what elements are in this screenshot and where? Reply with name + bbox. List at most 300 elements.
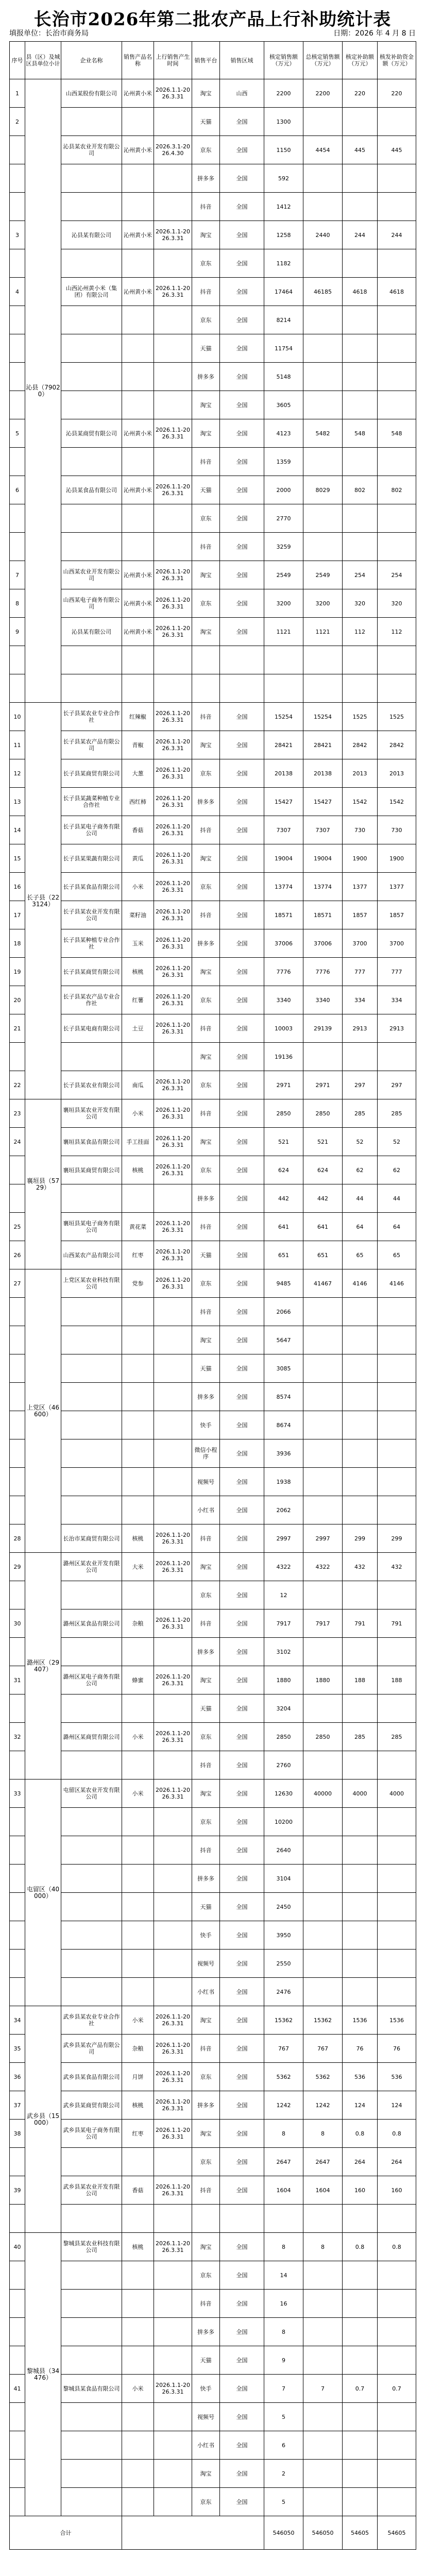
report-date: 日期：2026 年 4 月 8 日 bbox=[333, 29, 416, 38]
cell-period: 2026.1.1-2026.3.31 bbox=[154, 1099, 192, 1128]
cell-region: 全国 bbox=[220, 2120, 264, 2148]
cell-period bbox=[154, 363, 192, 391]
cell-period bbox=[154, 164, 192, 193]
cell-total bbox=[303, 1043, 343, 1071]
cell-region: 全国 bbox=[220, 1921, 264, 1950]
cell-subsidy bbox=[343, 1808, 378, 1836]
cell-amount: 8674 bbox=[264, 1411, 303, 1439]
cell-period bbox=[154, 533, 192, 561]
cell-no: 9 bbox=[10, 618, 25, 646]
cell-total bbox=[303, 1978, 343, 2006]
cell-paid: 4146 bbox=[378, 1269, 416, 1298]
cell-paid: 445 bbox=[378, 136, 416, 164]
cell-region: 全国 bbox=[220, 2233, 264, 2261]
cell-subsidy: 334 bbox=[343, 986, 378, 1014]
cell-paid: 2913 bbox=[378, 1014, 416, 1043]
cell-platform: 快手 bbox=[192, 1411, 220, 1439]
cell-period bbox=[154, 1383, 192, 1411]
cell-paid: 4618 bbox=[378, 278, 416, 306]
cell-total: 37006 bbox=[303, 929, 343, 958]
cell-paid: 320 bbox=[378, 589, 416, 618]
cell-amount: 15427 bbox=[264, 788, 303, 816]
cell-company bbox=[61, 1298, 122, 1326]
cell-product bbox=[122, 1836, 154, 1865]
cell-no bbox=[10, 2205, 25, 2233]
table-row bbox=[10, 1326, 416, 1354]
cell-amount: 20138 bbox=[264, 759, 303, 788]
cell-company bbox=[61, 2431, 122, 2460]
cell-total bbox=[303, 2460, 343, 2488]
table-row bbox=[10, 2346, 416, 2375]
cell-product bbox=[122, 2205, 154, 2233]
cell-region: 全国 bbox=[220, 1326, 264, 1354]
cell-amount: 2647 bbox=[264, 2148, 303, 2176]
cell-company: 长治市某商贸有限公司 bbox=[61, 1524, 122, 1553]
cell-platform: 京东 bbox=[192, 986, 220, 1014]
cell-platform: 淘宝 bbox=[192, 391, 220, 419]
cell-paid: 112 bbox=[378, 618, 416, 646]
cell-no: 32 bbox=[10, 1723, 25, 1751]
cell-no: 23 bbox=[10, 1099, 25, 1128]
cell-region: 全国 bbox=[220, 561, 264, 589]
cell-product bbox=[122, 1921, 154, 1950]
table-container bbox=[9, 41, 416, 2550]
cell-product bbox=[122, 1808, 154, 1836]
cell-subsidy bbox=[343, 363, 378, 391]
cell-company: 山西某农产品有限公司 bbox=[61, 1241, 122, 1269]
cell-subsidy bbox=[343, 2261, 378, 2290]
table-row bbox=[10, 2091, 416, 2120]
table-row bbox=[10, 1950, 416, 1978]
cell-subsidy bbox=[343, 249, 378, 278]
column-header: 县（区）及城区县单位小计 bbox=[25, 42, 61, 79]
cell-paid bbox=[378, 1921, 416, 1950]
cell-no bbox=[10, 1439, 25, 1468]
cell-total: 767 bbox=[303, 2035, 343, 2063]
cell-amount: 2066 bbox=[264, 1298, 303, 1326]
cell-no bbox=[10, 448, 25, 476]
column-header: 销售产品名称 bbox=[122, 42, 154, 79]
cell-product bbox=[122, 1581, 154, 1609]
cell-paid: 3700 bbox=[378, 929, 416, 958]
cell-product: 红枣 bbox=[122, 2120, 154, 2148]
cell-no: 6 bbox=[10, 476, 25, 504]
county-cell: 襄垣县（5729） bbox=[25, 1099, 61, 1269]
cell-paid: 64 bbox=[378, 1213, 416, 1241]
table-row bbox=[10, 1978, 416, 2006]
cell-subsidy bbox=[343, 1383, 378, 1411]
cell-company: 潞州区某农业开发有限公司 bbox=[61, 1553, 122, 1581]
cell-period bbox=[154, 1468, 192, 1496]
cell-amount: 18571 bbox=[264, 901, 303, 929]
cell-amount: 2550 bbox=[264, 1950, 303, 1978]
table-row bbox=[10, 306, 416, 334]
cell-company bbox=[61, 334, 122, 363]
cell-region: 全国 bbox=[220, 1184, 264, 1213]
cell-company bbox=[61, 1496, 122, 1524]
cell-subsidy bbox=[343, 646, 378, 674]
cell-amount: 2640 bbox=[264, 1836, 303, 1865]
cell-region: 全国 bbox=[220, 448, 264, 476]
cell-no: 16 bbox=[10, 873, 25, 901]
cell-platform: 天猫 bbox=[192, 2346, 220, 2375]
cell-subsidy bbox=[343, 1326, 378, 1354]
cell-paid bbox=[378, 2488, 416, 2516]
cell-paid bbox=[378, 164, 416, 193]
cell-region: 全国 bbox=[220, 1468, 264, 1496]
table-row bbox=[10, 1553, 416, 1581]
cell-region: 全国 bbox=[220, 363, 264, 391]
table-row bbox=[10, 731, 416, 759]
cell-company: 山西某电子商务有限公司 bbox=[61, 589, 122, 618]
cell-amount: 3340 bbox=[264, 986, 303, 1014]
cell-paid: 1900 bbox=[378, 844, 416, 873]
cell-region: 全国 bbox=[220, 249, 264, 278]
table-row bbox=[10, 844, 416, 873]
cell-amount: 4123 bbox=[264, 419, 303, 448]
cell-region: 全国 bbox=[220, 1439, 264, 1468]
cell-paid: 76 bbox=[378, 2035, 416, 2063]
table-row bbox=[10, 759, 416, 788]
cell-company: 山西某股份有限公司 bbox=[61, 79, 122, 108]
cell-period: 2026.1.1-2026.3.31 bbox=[154, 2006, 192, 2035]
cell-paid bbox=[378, 1978, 416, 2006]
cell-no bbox=[10, 1383, 25, 1411]
cell-subsidy bbox=[343, 2488, 378, 2516]
total-subsidy-cell: 54605 bbox=[343, 2516, 378, 2550]
cell-region: 全国 bbox=[220, 788, 264, 816]
cell-company bbox=[61, 2205, 122, 2233]
cell-paid: 802 bbox=[378, 476, 416, 504]
cell-platform: 抖音 bbox=[192, 1298, 220, 1326]
cell-company: 襄垣县某电子商务有限公司 bbox=[61, 1213, 122, 1241]
cell-product bbox=[122, 2290, 154, 2318]
cell-subsidy bbox=[343, 1439, 378, 1468]
cell-paid: 791 bbox=[378, 1609, 416, 1638]
cell-company: 上党区某农业科技有限公司 bbox=[61, 1269, 122, 1298]
cell-platform bbox=[192, 674, 220, 703]
cell-amount: 14 bbox=[264, 2261, 303, 2290]
cell-platform: 京东 bbox=[192, 2488, 220, 2516]
cell-subsidy bbox=[343, 193, 378, 221]
cell-product: 西红柿 bbox=[122, 788, 154, 816]
table-row bbox=[10, 816, 416, 844]
cell-no bbox=[10, 334, 25, 363]
cell-total: 28421 bbox=[303, 731, 343, 759]
cell-paid bbox=[378, 1893, 416, 1921]
cell-company: 武乡县某商贸有限公司 bbox=[61, 2091, 122, 2120]
header-row bbox=[10, 42, 416, 79]
cell-subsidy bbox=[343, 1354, 378, 1383]
cell-paid: 299 bbox=[378, 1524, 416, 1553]
cell-paid: 0.7 bbox=[378, 2375, 416, 2403]
cell-period: 2026.1.1-2026.3.31 bbox=[154, 2035, 192, 2063]
cell-product: 土豆 bbox=[122, 1014, 154, 1043]
cell-no: 25 bbox=[10, 1213, 25, 1241]
cell-platform: 快手 bbox=[192, 2375, 220, 2403]
table-row bbox=[10, 1354, 416, 1383]
cell-subsidy: 62 bbox=[343, 1156, 378, 1184]
cell-period: 2026.1.1-2026.3.31 bbox=[154, 1156, 192, 1184]
cell-product: 小米 bbox=[122, 2375, 154, 2403]
cell-total bbox=[303, 1411, 343, 1439]
cell-paid bbox=[378, 1439, 416, 1468]
cell-no bbox=[10, 2403, 25, 2431]
cell-subsidy: 264 bbox=[343, 2148, 378, 2176]
cell-amount: 2200 bbox=[264, 79, 303, 108]
column-header: 销售平台 bbox=[192, 42, 220, 79]
table-row bbox=[10, 901, 416, 929]
cell-amount: 2997 bbox=[264, 1524, 303, 1553]
cell-paid: 1542 bbox=[378, 788, 416, 816]
cell-company bbox=[61, 448, 122, 476]
cell-paid: 1525 bbox=[378, 703, 416, 731]
cell-period: 2026.1.1-2026.3.31 bbox=[154, 1213, 192, 1241]
table-row bbox=[10, 391, 416, 419]
cell-company bbox=[61, 2261, 122, 2290]
cell-platform: 抖音 bbox=[192, 816, 220, 844]
cell-period: 2026.1.1-2026.3.31 bbox=[154, 873, 192, 901]
cell-total: 1604 bbox=[303, 2176, 343, 2205]
cell-total: 40000 bbox=[303, 1780, 343, 1808]
cell-company bbox=[61, 2403, 122, 2431]
cell-company: 武乡县某农产品有限公司 bbox=[61, 2035, 122, 2063]
cell-product: 沁州黄小米 bbox=[122, 136, 154, 164]
table-row bbox=[10, 1383, 416, 1411]
cell-platform: 抖音 bbox=[192, 703, 220, 731]
cell-paid: 65 bbox=[378, 1241, 416, 1269]
cell-amount: 8 bbox=[264, 2318, 303, 2346]
cell-subsidy: 548 bbox=[343, 419, 378, 448]
cell-platform: 淘宝 bbox=[192, 419, 220, 448]
cell-paid bbox=[378, 1950, 416, 1978]
cell-platform: 淘宝 bbox=[192, 561, 220, 589]
cell-no: 4 bbox=[10, 278, 25, 306]
table-row bbox=[10, 363, 416, 391]
cell-subsidy bbox=[343, 2290, 378, 2318]
cell-period bbox=[154, 334, 192, 363]
cell-total bbox=[303, 1950, 343, 1978]
cell-subsidy: 297 bbox=[343, 1071, 378, 1099]
cell-no bbox=[10, 1865, 25, 1893]
cell-region: 全国 bbox=[220, 1269, 264, 1298]
table-row bbox=[10, 1099, 416, 1128]
cell-company bbox=[61, 1354, 122, 1383]
cell-no: 20 bbox=[10, 986, 25, 1014]
cell-period: 2026.1.1-2026.3.31 bbox=[154, 1553, 192, 1581]
cell-product: 香菇 bbox=[122, 816, 154, 844]
cell-amount bbox=[264, 674, 303, 703]
cell-period bbox=[154, 1496, 192, 1524]
cell-product: 小米 bbox=[122, 873, 154, 901]
cell-amount: 641 bbox=[264, 1213, 303, 1241]
table-row bbox=[10, 1496, 416, 1524]
cell-platform: 淘宝 bbox=[192, 2233, 220, 2261]
cell-region: 全国 bbox=[220, 221, 264, 249]
cell-product: 杂粮 bbox=[122, 2035, 154, 2063]
cell-total bbox=[303, 1865, 343, 1893]
cell-platform: 京东 bbox=[192, 2148, 220, 2176]
table-row bbox=[10, 1411, 416, 1439]
cell-product bbox=[122, 2346, 154, 2375]
cell-subsidy bbox=[343, 2431, 378, 2460]
cell-period bbox=[154, 306, 192, 334]
column-header: 核定销售额（万元） bbox=[264, 42, 303, 79]
cell-total: 2850 bbox=[303, 1723, 343, 1751]
cell-platform: 微信小程序 bbox=[192, 1439, 220, 1468]
subsidy-table bbox=[9, 41, 416, 2550]
cell-region: 全国 bbox=[220, 504, 264, 533]
table-row bbox=[10, 476, 416, 504]
table-row bbox=[10, 561, 416, 589]
table-row bbox=[10, 2290, 416, 2318]
cell-paid: 244 bbox=[378, 221, 416, 249]
cell-region: 全国 bbox=[220, 1893, 264, 1921]
table-row bbox=[10, 2006, 416, 2035]
cell-region: 全国 bbox=[220, 759, 264, 788]
cell-company bbox=[61, 1383, 122, 1411]
cell-subsidy: 76 bbox=[343, 2035, 378, 2063]
cell-amount: 9 bbox=[264, 2346, 303, 2375]
cell-product: 红枣 bbox=[122, 1241, 154, 1269]
cell-paid: 124 bbox=[378, 2091, 416, 2120]
cell-subsidy: 1542 bbox=[343, 788, 378, 816]
cell-platform: 淘宝 bbox=[192, 221, 220, 249]
table-row bbox=[10, 2176, 416, 2205]
cell-platform: 拼多多 bbox=[192, 1383, 220, 1411]
cell-no: 28 bbox=[10, 1524, 25, 1553]
cell-paid: 536 bbox=[378, 2063, 416, 2091]
cell-paid: 285 bbox=[378, 1099, 416, 1128]
cell-paid: 160 bbox=[378, 2176, 416, 2205]
cell-product bbox=[122, 504, 154, 533]
cell-platform: 淘宝 bbox=[192, 1780, 220, 1808]
cell-paid: 2842 bbox=[378, 731, 416, 759]
cell-region: 全国 bbox=[220, 2006, 264, 2035]
cell-company: 长子县某种植专业合作社 bbox=[61, 929, 122, 958]
cell-company: 屯留区某农业开发有限公司 bbox=[61, 1780, 122, 1808]
table-row bbox=[10, 1723, 416, 1751]
cell-subsidy bbox=[343, 2403, 378, 2431]
cell-company bbox=[61, 1978, 122, 2006]
cell-amount: 15254 bbox=[264, 703, 303, 731]
table-row bbox=[10, 1609, 416, 1638]
cell-subsidy bbox=[343, 1411, 378, 1439]
cell-amount: 2971 bbox=[264, 1071, 303, 1099]
table-row bbox=[10, 108, 416, 136]
table-row bbox=[10, 278, 416, 306]
cell-period: 2026.1.1-2026.3.31 bbox=[154, 2091, 192, 2120]
cell-no: 11 bbox=[10, 731, 25, 759]
cell-amount: 12630 bbox=[264, 1780, 303, 1808]
cell-region: 全国 bbox=[220, 136, 264, 164]
cell-region: 全国 bbox=[220, 1099, 264, 1128]
cell-paid bbox=[378, 334, 416, 363]
cell-company: 长子县某农产品专业合作社 bbox=[61, 986, 122, 1014]
cell-no: 17 bbox=[10, 901, 25, 929]
cell-period: 2026.1.1-2026.3.31 bbox=[154, 1128, 192, 1156]
cell-product bbox=[122, 1354, 154, 1383]
cell-amount: 9485 bbox=[264, 1269, 303, 1298]
cell-product: 沁州黄小米 bbox=[122, 79, 154, 108]
county-cell: 长子县（223124） bbox=[25, 703, 61, 1099]
column-header: 总核定销售额（万元） bbox=[303, 42, 343, 79]
cell-subsidy: 220 bbox=[343, 79, 378, 108]
cell-region: 全国 bbox=[220, 2148, 264, 2176]
cell-total bbox=[303, 2346, 343, 2375]
cell-total bbox=[303, 1298, 343, 1326]
cell-product bbox=[122, 1411, 154, 1439]
cell-platform: 视频号 bbox=[192, 2403, 220, 2431]
cell-period: 2026.1.1-2026.3.31 bbox=[154, 1014, 192, 1043]
cell-total: 7917 bbox=[303, 1609, 343, 1638]
cell-product: 党参 bbox=[122, 1269, 154, 1298]
cell-company bbox=[61, 2290, 122, 2318]
cell-platform: 拼多多 bbox=[192, 1184, 220, 1213]
cell-amount bbox=[264, 646, 303, 674]
cell-paid bbox=[378, 2205, 416, 2233]
total-empty-cell bbox=[122, 2516, 264, 2550]
county-cell: 屯留区（40000） bbox=[25, 1780, 61, 2006]
cell-period bbox=[154, 1411, 192, 1439]
cell-amount: 442 bbox=[264, 1184, 303, 1213]
cell-amount bbox=[264, 2205, 303, 2233]
cell-subsidy: 254 bbox=[343, 561, 378, 589]
cell-region: 全国 bbox=[220, 1128, 264, 1156]
cell-no bbox=[10, 646, 25, 674]
cell-paid bbox=[378, 108, 416, 136]
cell-product: 核桃 bbox=[122, 2233, 154, 2261]
cell-amount: 19004 bbox=[264, 844, 303, 873]
cell-product: 玉米 bbox=[122, 929, 154, 958]
cell-total bbox=[303, 1751, 343, 1780]
cell-company bbox=[61, 164, 122, 193]
cell-platform: 抖音 bbox=[192, 2290, 220, 2318]
cell-region: 全国 bbox=[220, 2318, 264, 2346]
cell-company: 长子县某商贸有限公司 bbox=[61, 759, 122, 788]
cell-no: 29 bbox=[10, 1553, 25, 1581]
cell-region: 全国 bbox=[220, 1553, 264, 1581]
cell-amount: 10200 bbox=[264, 1808, 303, 1836]
cell-company bbox=[61, 2460, 122, 2488]
cell-paid: 730 bbox=[378, 816, 416, 844]
cell-platform: 淘宝 bbox=[192, 958, 220, 986]
cell-no bbox=[10, 1638, 25, 1666]
cell-period bbox=[154, 1694, 192, 1723]
cell-subsidy bbox=[343, 1043, 378, 1071]
cell-subsidy bbox=[343, 448, 378, 476]
cell-total: 15427 bbox=[303, 788, 343, 816]
cell-platform: 抖音 bbox=[192, 1609, 220, 1638]
table-row bbox=[10, 2261, 416, 2290]
cell-product: 红辣椒 bbox=[122, 703, 154, 731]
table-row bbox=[10, 1014, 416, 1043]
table-row bbox=[10, 533, 416, 561]
cell-paid: 254 bbox=[378, 561, 416, 589]
cell-company bbox=[61, 1043, 122, 1071]
cell-region: 全国 bbox=[220, 1014, 264, 1043]
cell-total: 8 bbox=[303, 2233, 343, 2261]
cell-no: 31 bbox=[10, 1666, 25, 1694]
cell-subsidy: 1900 bbox=[343, 844, 378, 873]
table-row bbox=[10, 221, 416, 249]
table-row bbox=[10, 703, 416, 731]
table-row bbox=[10, 164, 416, 193]
cell-product: 小米 bbox=[122, 1099, 154, 1128]
cell-no bbox=[10, 2488, 25, 2516]
cell-no: 41 bbox=[10, 2375, 25, 2403]
cell-region: 全国 bbox=[220, 618, 264, 646]
